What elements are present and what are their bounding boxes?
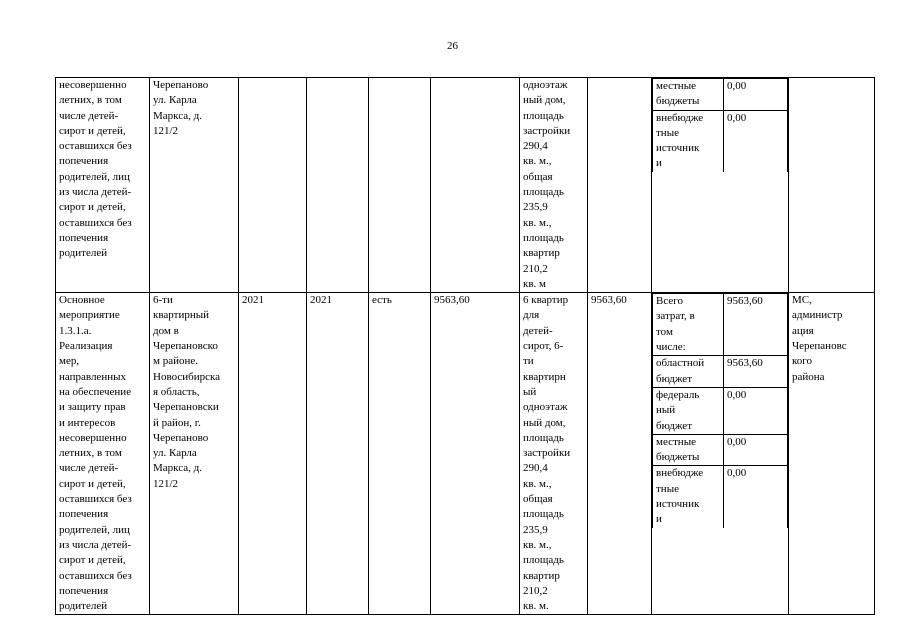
funding-row: [653, 79, 788, 111]
funding-source-label: [653, 434, 724, 466]
text-line: 121/2: [153, 124, 179, 137]
funding-amount: 0,00: [724, 434, 788, 466]
text-line: одноэтаж: [523, 79, 568, 91]
text-line: из числа детей-: [59, 538, 132, 551]
text-line: и: [656, 513, 662, 526]
text-line: попечения: [59, 155, 109, 168]
funding-table: [652, 293, 788, 527]
text-block: [153, 78, 235, 139]
text-line: местные: [656, 80, 696, 92]
funding-row: [653, 110, 788, 172]
text-line: ный дом,: [523, 416, 566, 429]
table-row: [56, 78, 875, 293]
text-line: м районе.: [153, 355, 198, 368]
documentation-cell: [369, 78, 431, 293]
text-line: направленных: [59, 370, 126, 383]
text-line: местные: [656, 435, 696, 448]
text-line: бюджеты: [656, 451, 700, 464]
text-line: кого: [792, 355, 813, 368]
text-line: мероприятие: [59, 309, 120, 322]
text-line: несовершенно: [59, 79, 127, 91]
funding-cell: [652, 78, 789, 293]
text-line: кв. м: [523, 277, 546, 290]
text-line: Основное: [59, 294, 105, 307]
text-line: ный дом,: [523, 94, 566, 107]
text-line: й район, г.: [153, 416, 201, 429]
text-line: площадь: [523, 231, 564, 244]
text-line: квартирный: [153, 309, 209, 322]
funding-source-label: [653, 79, 724, 111]
text-line: из числа детей-: [59, 186, 132, 199]
program-table: [55, 77, 875, 615]
documentation-cell: есть: [369, 293, 431, 615]
text-line: ый: [523, 385, 537, 398]
text-line: Черепановс: [792, 340, 847, 353]
object-address-cell: [150, 293, 239, 615]
text-line: детей-: [523, 324, 553, 337]
text-line: родителей: [59, 247, 108, 260]
text-line: летних, в том: [59, 94, 122, 107]
text-line: числе детей-: [59, 109, 119, 122]
text-line: сирот и детей,: [59, 477, 126, 490]
text-line: 290,4: [523, 462, 548, 475]
text-line: района: [792, 370, 825, 383]
text-line: одноэтаж: [523, 401, 568, 414]
cost-total-cell: 9563,60: [588, 293, 652, 615]
funding-source-label: [653, 356, 724, 388]
funding-source-label: [653, 294, 724, 356]
text-line: ти: [523, 355, 534, 368]
text-line: бюджеты: [656, 95, 700, 108]
funding-row: [653, 356, 788, 388]
funding-cell: [652, 293, 789, 615]
text-line: 210,2: [523, 584, 548, 597]
text-line: источник: [656, 498, 700, 511]
text-line: тные: [656, 482, 679, 495]
executor-cell: [789, 78, 875, 293]
text-line: летних, в том: [59, 447, 122, 460]
end-year-cell: [307, 78, 369, 293]
text-line: числе:: [656, 341, 686, 354]
funding-source-label: [653, 466, 724, 528]
text-line: 121/2: [153, 477, 179, 490]
text-line: бюджет: [656, 372, 692, 385]
text-line: площадь: [523, 109, 564, 122]
capacity-cell: [520, 78, 588, 293]
text-line: числе детей-: [59, 462, 119, 475]
text-line: 1.3.1.а.: [59, 324, 92, 337]
text-line: я область,: [153, 385, 200, 398]
text-line: мер,: [59, 355, 80, 368]
text-line: Черепаново: [153, 431, 209, 444]
page-number: 26: [447, 40, 458, 52]
text-line: федераль: [656, 388, 700, 401]
text-line: 6-ти: [153, 294, 173, 307]
text-line: для: [523, 309, 540, 322]
text-line: сирот и детей,: [59, 554, 126, 567]
text-line: внебюдже: [656, 467, 704, 480]
text-line: квартир: [523, 569, 560, 582]
text-block: [59, 293, 146, 614]
object-address-cell: [150, 78, 239, 293]
text-line: Всего: [656, 295, 683, 308]
funding-amount: 0,00: [724, 110, 788, 172]
executor-cell: [789, 293, 875, 615]
text-line: площадь: [523, 186, 564, 199]
text-line: общая: [523, 493, 553, 506]
text-line: квартирн: [523, 370, 566, 383]
cost-total-cell: [588, 78, 652, 293]
text-block: [792, 293, 871, 385]
text-line: тные: [656, 126, 679, 139]
text-block: [59, 78, 146, 262]
start-year-cell: [239, 78, 307, 293]
text-line: попечения: [59, 231, 109, 244]
text-line: ация: [792, 324, 814, 337]
text-line: кв. м.,: [523, 477, 552, 490]
text-line: оставшихся без: [59, 140, 132, 153]
text-line: Реализация: [59, 340, 113, 353]
text-line: застройки: [523, 447, 571, 460]
text-line: 235,9: [523, 523, 548, 536]
text-line: Маркса, д.: [153, 109, 202, 122]
text-line: площадь: [523, 431, 564, 444]
text-line: площадь: [523, 554, 564, 567]
text-line: общая: [523, 170, 553, 183]
start-year-cell: 2021: [239, 293, 307, 615]
text-line: кв. м.,: [523, 155, 552, 168]
funding-source-label: [653, 110, 724, 172]
text-line: источник: [656, 142, 700, 155]
end-year-cell: 2021: [307, 293, 369, 615]
text-line: Новосибирска: [153, 370, 221, 383]
text-line: несовершенно: [59, 431, 127, 444]
funding-row: [653, 466, 788, 528]
text-line: и защиту прав: [59, 401, 126, 414]
text-line: попечения: [59, 508, 109, 521]
text-line: сирот и детей,: [59, 201, 126, 214]
text-line: 210,2: [523, 262, 548, 275]
funding-table: [652, 78, 788, 172]
text-line: кв. м.: [523, 600, 549, 613]
funding-amount: 0,00: [724, 387, 788, 434]
text-line: внебюдже: [656, 111, 704, 124]
capacity-cell: [520, 293, 588, 615]
text-line: том: [656, 325, 673, 338]
cost-cell: [431, 78, 520, 293]
text-line: оставшихся без: [59, 493, 132, 506]
text-line: бюджет: [656, 419, 692, 432]
text-line: ул. Карла: [153, 447, 197, 460]
text-line: оставшихся без: [59, 569, 132, 582]
text-line: кв. м.,: [523, 538, 552, 551]
text-line: 6 квартир: [523, 294, 569, 307]
text-block: [523, 78, 584, 292]
text-line: Черепаново: [153, 79, 209, 91]
text-line: родителей, лиц: [59, 523, 130, 536]
text-line: администр: [792, 309, 843, 322]
text-line: Маркса, д.: [153, 462, 202, 475]
text-line: родителей: [59, 600, 108, 613]
funding-row: [653, 434, 788, 466]
text-block: [153, 293, 235, 492]
text-line: областной: [656, 357, 705, 370]
text-line: родителей, лиц: [59, 170, 130, 183]
text-line: попечения: [59, 584, 109, 597]
table-row: [56, 293, 875, 615]
text-line: кв. м.,: [523, 216, 552, 229]
funding-row: [653, 294, 788, 356]
text-line: Черепановско: [153, 340, 218, 353]
cost-cell: 9563,60: [431, 293, 520, 615]
funding-amount: 9563,60: [724, 356, 788, 388]
text-line: застройки: [523, 124, 571, 137]
text-line: на обеспечение: [59, 385, 132, 398]
funding-amount: 0,00: [724, 466, 788, 528]
text-block: [523, 293, 584, 614]
funding-source-label: [653, 387, 724, 434]
text-line: сирот, 6-: [523, 340, 564, 353]
measure-name-cell: [56, 78, 150, 293]
text-line: ный: [656, 404, 676, 417]
text-line: Черепановски: [153, 401, 219, 414]
text-line: и интересов: [59, 416, 116, 429]
text-line: МС,: [792, 294, 812, 307]
text-line: площадь: [523, 508, 564, 521]
text-line: ул. Карла: [153, 94, 197, 107]
text-line: 235,9: [523, 201, 548, 214]
text-line: сирот и детей,: [59, 124, 126, 137]
text-line: 290,4: [523, 140, 548, 153]
text-line: и: [656, 157, 662, 170]
funding-amount: 0,00: [724, 79, 788, 111]
measure-name-cell: [56, 293, 150, 615]
text-line: дом в: [153, 324, 179, 337]
funding-amount: 9563,60: [724, 294, 788, 356]
funding-row: [653, 387, 788, 434]
text-line: оставшихся без: [59, 216, 132, 229]
text-line: квартир: [523, 247, 560, 260]
text-line: затрат, в: [656, 310, 695, 323]
